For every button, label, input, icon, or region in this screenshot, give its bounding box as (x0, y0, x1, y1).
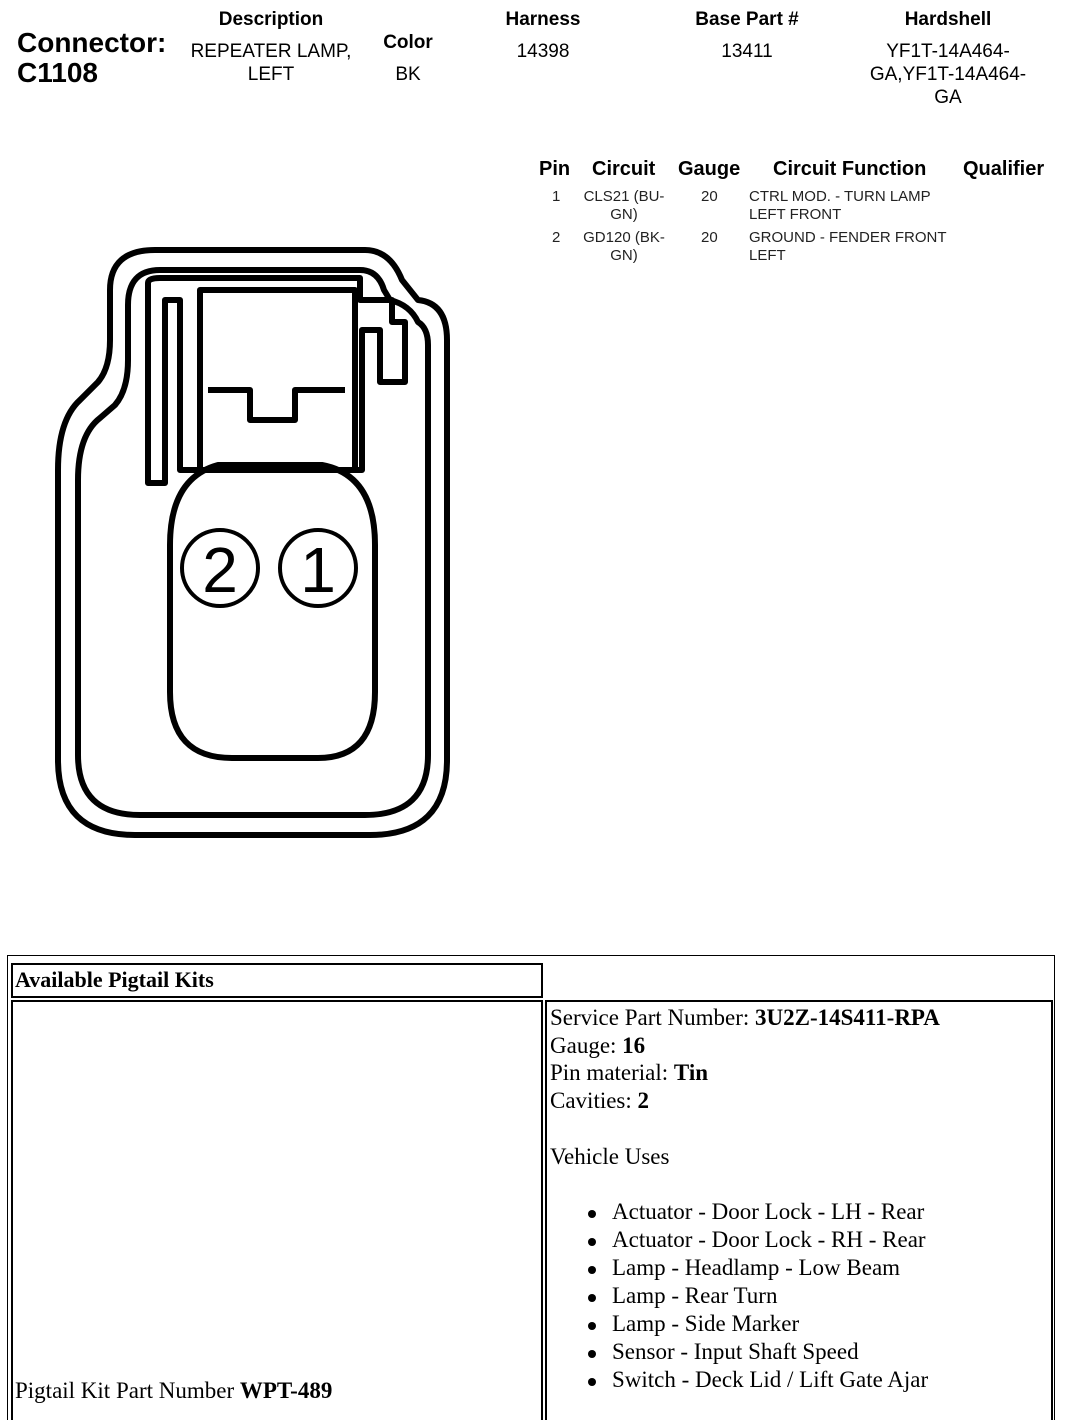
latch-detail (208, 390, 345, 420)
list-item (550, 1226, 928, 1254)
connector-face-diagram (40, 230, 460, 850)
circuit-line: CLS21 (BU- (583, 188, 665, 205)
latch-window (200, 290, 355, 470)
bullet-icon (588, 1322, 596, 1330)
cavities-value: 2 (637, 1088, 650, 1113)
circuit-line: GN) (610, 247, 638, 264)
pin-material-label: Pin material: (550, 1060, 674, 1085)
vehicle-use-text: Switch - Deck Lid / Lift Gate Ajar (612, 1367, 929, 1392)
pin-label-1: 1 (300, 534, 336, 606)
pigtail-left-cell (11, 1000, 543, 1420)
base-part-value: 13411 (721, 41, 773, 62)
bullet-icon (588, 1238, 596, 1246)
connector-outer-shell (58, 250, 447, 835)
hardshell-line: YF1T-14A464- (886, 41, 1010, 62)
list-item (550, 1282, 928, 1310)
connector-header (17, 28, 166, 88)
vehicle-use-text: Actuator - Door Lock - RH - Rear (612, 1227, 926, 1252)
list-item (550, 1366, 928, 1394)
gauge-cell: 20 (701, 229, 718, 246)
list-item (550, 1310, 928, 1338)
service-part-label: Service Part Number: (550, 1005, 756, 1030)
connector-label: Connector: (17, 27, 167, 58)
pin-material-spec (550, 1059, 708, 1087)
circuit-line: GN) (610, 206, 638, 223)
pin-number: 1 (552, 188, 561, 205)
cavities-label: Cavities: (550, 1088, 638, 1113)
vehicle-use-text: Actuator - Door Lock - LH - Rear (612, 1199, 925, 1224)
description-line: LEFT (247, 64, 295, 85)
gauge-column-header: Gauge (678, 158, 741, 180)
vehicle-use-text: Lamp - Rear Turn (612, 1283, 778, 1308)
color-value: BK (395, 64, 421, 85)
base-part-header: Base Part # (695, 9, 799, 30)
description-header: Description (218, 9, 324, 30)
harness-header: Harness (505, 9, 581, 30)
circuit-function-cell (749, 229, 947, 265)
pin-body (170, 465, 375, 758)
gauge-spec (550, 1032, 645, 1060)
qualifier-column-header: Qualifier (963, 158, 1045, 180)
bullet-icon (588, 1210, 596, 1218)
gauge-label: Gauge: (550, 1033, 623, 1058)
cavities-spec (550, 1087, 649, 1115)
vehicle-uses-list (550, 1198, 928, 1394)
kit-part-label: Pigtail Kit Part Number (15, 1378, 240, 1403)
pin-number: 2 (552, 229, 561, 246)
description-value (176, 40, 366, 86)
connector-id: C1108 (17, 57, 98, 88)
connector-latch (148, 278, 405, 483)
gauge-cell: 20 (701, 188, 718, 205)
bullet-icon (588, 1378, 596, 1386)
function-line: GROUND - FENDER FRONT (749, 229, 947, 246)
hardshell-value (853, 40, 1043, 109)
circuit-line: GD120 (BK- (583, 229, 665, 246)
list-item (550, 1338, 928, 1366)
vehicle-uses-label: Vehicle Uses (550, 1144, 670, 1169)
bullet-icon (588, 1350, 596, 1358)
function-line: LEFT FRONT (749, 206, 842, 223)
vehicle-use-text: Lamp - Side Marker (612, 1311, 800, 1336)
service-part-value: 3U2Z-14S411-RPA (755, 1005, 940, 1030)
hardshell-header: Hardshell (904, 9, 992, 30)
hardshell-line: GA,YF1T-14A464- (869, 64, 1027, 85)
list-item (550, 1254, 928, 1282)
circuit-cell (578, 188, 670, 224)
vehicle-use-text: Sensor - Input Shaft Speed (612, 1339, 859, 1364)
function-line: CTRL MOD. - TURN LAMP (749, 188, 931, 205)
pin-label-2: 2 (202, 534, 238, 606)
list-item (550, 1198, 928, 1226)
circuit-function-cell (749, 188, 931, 224)
kit-part-value: WPT-489 (239, 1378, 333, 1403)
pigtail-kit-part-number (15, 1378, 332, 1404)
pin-material-value: Tin (673, 1060, 709, 1085)
description-line: REPEATER LAMP, (190, 41, 352, 62)
vehicle-use-text: Lamp - Headlamp - Low Beam (612, 1255, 901, 1280)
color-header: Color (383, 32, 433, 53)
service-part-number (550, 1004, 940, 1032)
pigtail-kits-title: Available Pigtail Kits (15, 967, 214, 992)
function-line: LEFT (749, 247, 786, 264)
bullet-icon (588, 1294, 596, 1302)
circuit-function-column-header: Circuit Function (773, 158, 927, 180)
hardshell-line: GA (934, 87, 962, 108)
gauge-value: 16 (622, 1033, 646, 1058)
bullet-icon (588, 1266, 596, 1274)
harness-value: 14398 (516, 41, 570, 62)
circuit-column-header: Circuit (592, 158, 656, 180)
pin-column-header: Pin (539, 158, 571, 180)
circuit-cell (578, 229, 670, 265)
